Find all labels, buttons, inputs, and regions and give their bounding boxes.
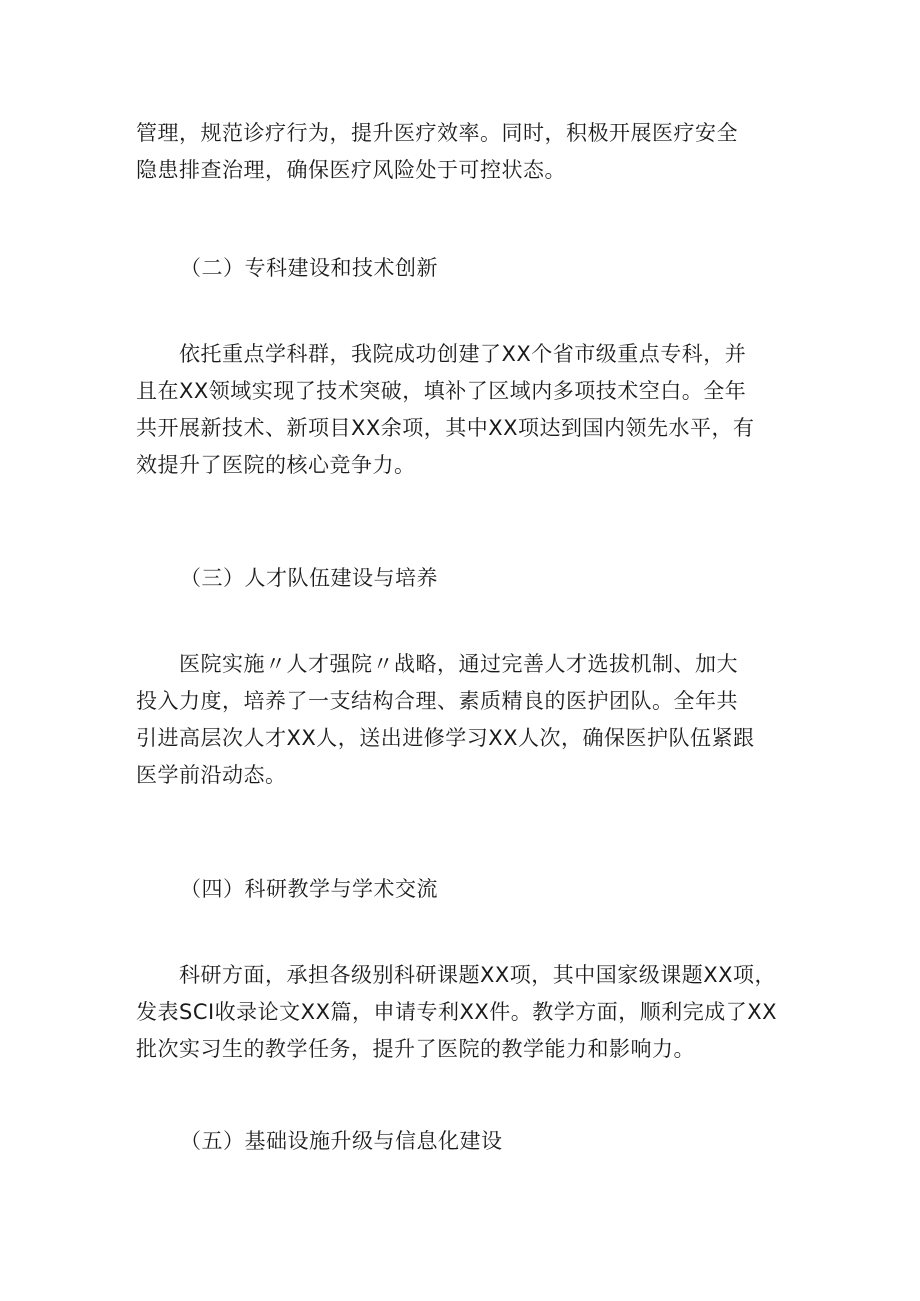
paragraph-line: 管理，规范诊疗行为，提升医疗效率。同时，积极开展医疗安全 — [136, 121, 738, 145]
paragraph-line: 批次实习生的教学任务，提升了医院的教学能力和影响力。 — [136, 1037, 695, 1061]
paragraph-research — [136, 957, 788, 1068]
paragraph-specialty — [136, 336, 788, 484]
paragraph-line: 投入力度，培养了一支结构合理、素质精良的医护团队。全年共 — [136, 689, 738, 713]
section-heading-5: （五）基础设施升级与信息化建设 — [180, 1129, 503, 1153]
paragraph-line: 效提升了医院的核心竞争力。 — [136, 453, 416, 477]
paragraph-line: 且在XX领域实现了技术突破，填补了区域内多项技术空白。全年 — [136, 379, 747, 403]
paragraph-line: 医院实施〃人才强院〃战略，通过完善人才选拔机制、加大 — [136, 652, 738, 676]
section-heading-3: （三）人才队伍建设与培养 — [180, 566, 438, 590]
paragraph-line: 依托重点学科群，我院成功创建了XX个省市级重点专科，并 — [136, 342, 747, 366]
paragraph-line: 共开展新技术、新项目XX余项，其中XX项达到国内领先水平，有 — [136, 416, 755, 440]
paragraph-line: 引进高层次人才XX人，送出进修学习XX人次，确保医护队伍紧跟 — [136, 726, 755, 750]
paragraph-intro — [136, 115, 788, 189]
section-heading-2: （二）专科建设和技术创新 — [180, 256, 438, 280]
paragraph-line: 发表SCI收录论文XX篇，申请专利XX件。教学方面，顺利完成了XX — [136, 1000, 778, 1024]
paragraph-line: 科研方面，承担各级别科研课题XX项，其中国家级课题XX项， — [136, 963, 777, 987]
paragraph-talent — [136, 646, 788, 794]
paragraph-line: 隐患排查治理，确保医疗风险处于可控状态。 — [136, 158, 566, 182]
paragraph-line: 医学前沿动态。 — [136, 763, 287, 787]
section-heading-4: （四）科研教学与学术交流 — [180, 877, 438, 901]
